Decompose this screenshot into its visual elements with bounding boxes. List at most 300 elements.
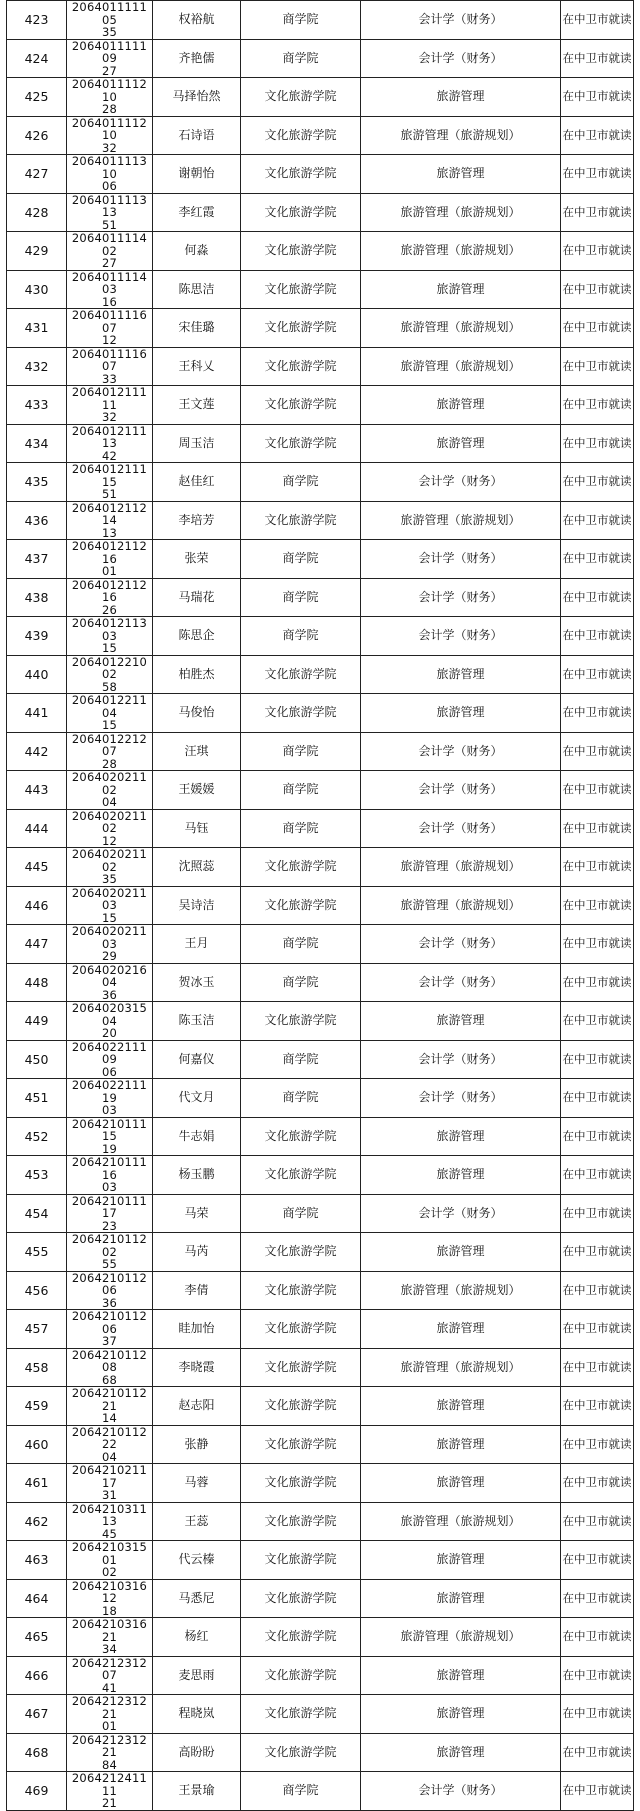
status-cell: 在中卫市就读	[561, 309, 634, 348]
table-row	[7, 809, 634, 848]
exam-id-part-1: 206421021117	[71, 1463, 148, 1490]
exam-id-part-2: 51	[101, 217, 118, 232]
major-cell: 会计学（财务）	[361, 540, 561, 579]
exam-id-cell	[67, 1233, 153, 1272]
student-name-cell: 赵志阳	[153, 1387, 241, 1426]
exam-id-part-1: 206421011206	[71, 1271, 148, 1297]
exam-id-cell	[67, 1348, 153, 1387]
row-number-cell: 450	[7, 1040, 67, 1079]
table-row	[7, 193, 634, 232]
row-number-cell: 426	[7, 116, 67, 155]
table-row	[7, 848, 634, 887]
exam-id-part-1: 206421031113	[71, 1502, 148, 1528]
major-cell: 旅游管理	[361, 155, 561, 194]
status-cell: 在中卫市就读	[561, 1541, 634, 1580]
school-cell: 商学院	[241, 809, 361, 848]
status-cell: 在中卫市就读	[561, 1348, 634, 1387]
exam-id-part-2: 13	[101, 525, 118, 540]
exam-id-cell	[67, 1194, 153, 1233]
exam-id-part-1: 206402021102	[71, 847, 148, 874]
exam-id-cell	[67, 848, 153, 887]
school-cell: 商学院	[241, 771, 361, 810]
school-cell: 文化旅游学院	[241, 1233, 361, 1272]
student-name-cell: 王媛媛	[153, 771, 241, 810]
table-row	[7, 232, 634, 271]
school-cell: 文化旅游学院	[241, 1502, 361, 1541]
status-cell: 在中卫市就读	[561, 116, 634, 155]
student-name-cell: 吴诗洁	[153, 886, 241, 925]
exam-id-cell	[67, 193, 153, 232]
school-cell: 文化旅游学院	[241, 78, 361, 117]
exam-id-part-2: 14	[101, 1411, 118, 1425]
row-number-cell: 442	[7, 732, 67, 771]
status-cell: 在中卫市就读	[561, 1772, 634, 1811]
row-number-cell: 457	[7, 1310, 67, 1349]
exam-id-part-1: 206401111403	[71, 270, 148, 296]
row-number-cell: 437	[7, 540, 67, 579]
exam-id-part-2: 15	[101, 910, 118, 925]
exam-id-cell	[67, 116, 153, 155]
student-name-cell: 代云榛	[153, 1541, 241, 1580]
exam-id-cell	[67, 1695, 153, 1734]
status-cell: 在中卫市就读	[561, 694, 634, 733]
major-cell: 旅游管理（旅游规划）	[361, 193, 561, 232]
school-cell: 文化旅游学院	[241, 1310, 361, 1349]
school-cell: 文化旅游学院	[241, 886, 361, 925]
row-number-cell: 449	[7, 1002, 67, 1041]
exam-id-part-2: 12	[101, 833, 118, 848]
exam-id-part-1: 206401211113	[71, 424, 148, 450]
school-cell: 文化旅游学院	[241, 347, 361, 386]
row-number-cell: 463	[7, 1541, 67, 1580]
row-number-cell: 429	[7, 232, 67, 271]
student-name-cell: 李红霞	[153, 193, 241, 232]
school-cell: 文化旅游学院	[241, 309, 361, 348]
exam-id-part-1: 206402031504	[71, 1001, 148, 1028]
exam-id-part-1: 206401111210	[71, 116, 148, 142]
status-cell: 在中卫市就读	[561, 886, 634, 925]
exam-id-part-1: 206402021102	[71, 770, 148, 797]
exam-id-part-2: 16	[101, 294, 118, 309]
student-name-cell: 马瑞花	[153, 578, 241, 617]
exam-id-part-1: 206421011116	[71, 1155, 148, 1182]
student-name-cell: 马蓉	[153, 1464, 241, 1503]
student-name-cell: 王月	[153, 925, 241, 964]
school-cell: 商学院	[241, 963, 361, 1002]
exam-id-part-1: 206421011206	[71, 1309, 148, 1336]
row-number-cell: 464	[7, 1579, 67, 1618]
exam-id-cell	[67, 1002, 153, 1041]
table-row	[7, 1618, 634, 1657]
table-row	[7, 771, 634, 810]
table-row	[7, 578, 634, 617]
exam-id-cell	[67, 886, 153, 925]
status-cell: 在中卫市就读	[561, 39, 634, 78]
status-cell: 在中卫市就读	[561, 848, 634, 887]
table-row	[7, 39, 634, 78]
student-table	[6, 0, 634, 1811]
exam-id-part-2: 31	[101, 1488, 118, 1502]
status-cell: 在中卫市就读	[561, 1579, 634, 1618]
status-cell: 在中卫市就读	[561, 347, 634, 386]
exam-id-cell	[67, 1656, 153, 1695]
table-row	[7, 963, 634, 1002]
major-cell: 旅游管理	[361, 1425, 561, 1464]
major-cell: 旅游管理（旅游规划）	[361, 848, 561, 887]
school-cell: 文化旅游学院	[241, 232, 361, 271]
status-cell: 在中卫市就读	[561, 78, 634, 117]
school-cell: 文化旅游学院	[241, 116, 361, 155]
major-cell: 会计学（财务）	[361, 1772, 561, 1811]
status-cell: 在中卫市就读	[561, 270, 634, 309]
exam-id-cell	[67, 78, 153, 117]
row-number-cell: 423	[7, 1, 67, 40]
status-cell: 在中卫市就读	[561, 1233, 634, 1272]
status-cell: 在中卫市就读	[561, 463, 634, 502]
exam-id-part-2: 58	[101, 679, 118, 694]
row-number-cell: 459	[7, 1387, 67, 1426]
status-cell: 在中卫市就读	[561, 1040, 634, 1079]
major-cell: 旅游管理	[361, 78, 561, 117]
exam-id-part-1: 206421241111	[71, 1771, 148, 1798]
table-row	[7, 270, 634, 309]
school-cell: 文化旅游学院	[241, 1733, 361, 1772]
student-list-sheet	[6, 0, 633, 1811]
school-cell: 文化旅游学院	[241, 1117, 361, 1156]
exam-id-cell	[67, 347, 153, 386]
school-cell: 文化旅游学院	[241, 1579, 361, 1618]
status-cell: 在中卫市就读	[561, 1733, 634, 1772]
major-cell: 会计学（财务）	[361, 1194, 561, 1233]
row-number-cell: 424	[7, 39, 67, 78]
school-cell: 文化旅游学院	[241, 501, 361, 540]
row-number-cell: 434	[7, 424, 67, 463]
school-cell: 文化旅游学院	[241, 1002, 361, 1041]
exam-id-part-1: 206401111105	[71, 0, 148, 27]
student-name-cell: 马钰	[153, 809, 241, 848]
table-row	[7, 424, 634, 463]
student-name-cell: 谢朝怡	[153, 155, 241, 194]
major-cell: 旅游管理（旅游规划）	[361, 501, 561, 540]
major-cell: 旅游管理	[361, 1387, 561, 1426]
school-cell: 文化旅游学院	[241, 1695, 361, 1734]
table-row	[7, 309, 634, 348]
exam-id-part-1: 206401211214	[71, 501, 148, 527]
school-cell: 文化旅游学院	[241, 193, 361, 232]
status-cell: 在中卫市就读	[561, 1310, 634, 1349]
row-number-cell: 436	[7, 501, 67, 540]
table-row	[7, 655, 634, 694]
exam-id-cell	[67, 540, 153, 579]
major-cell: 旅游管理（旅游规划）	[361, 232, 561, 271]
status-cell: 在中卫市就读	[561, 501, 634, 540]
exam-id-cell	[67, 1117, 153, 1156]
student-name-cell: 马芮	[153, 1233, 241, 1272]
table-row	[7, 1541, 634, 1580]
school-cell: 商学院	[241, 463, 361, 502]
exam-id-cell	[67, 578, 153, 617]
student-name-cell: 代文月	[153, 1079, 241, 1118]
exam-id-part-2: 68	[101, 1372, 118, 1387]
exam-id-part-1: 206421011115	[71, 1117, 148, 1143]
student-name-cell: 宋佳璐	[153, 309, 241, 348]
major-cell: 旅游管理	[361, 1695, 561, 1734]
school-cell: 文化旅游学院	[241, 1348, 361, 1387]
student-name-cell: 柏胜杰	[153, 655, 241, 694]
exam-id-part-2: 35	[101, 25, 118, 39]
major-cell: 会计学（财务）	[361, 925, 561, 964]
exam-id-part-1: 206421231207	[71, 1656, 148, 1682]
status-cell: 在中卫市就读	[561, 155, 634, 194]
status-cell: 在中卫市就读	[561, 925, 634, 964]
table-row	[7, 886, 634, 925]
row-number-cell: 433	[7, 386, 67, 425]
exam-id-cell	[67, 771, 153, 810]
exam-id-cell	[67, 1310, 153, 1349]
school-cell: 商学院	[241, 925, 361, 964]
row-number-cell: 441	[7, 694, 67, 733]
student-name-cell: 何淼	[153, 232, 241, 271]
exam-id-part-2: 35	[101, 872, 118, 886]
exam-id-cell	[67, 1618, 153, 1657]
exam-id-part-1: 206401211111	[71, 385, 148, 412]
exam-id-part-1: 206421011202	[71, 1232, 148, 1259]
major-cell: 旅游管理	[361, 270, 561, 309]
row-number-cell: 469	[7, 1772, 67, 1811]
exam-id-part-2: 04	[101, 1449, 118, 1464]
student-name-cell: 王科乂	[153, 347, 241, 386]
table-row	[7, 1695, 634, 1734]
table-row	[7, 1387, 634, 1426]
exam-id-part-2: 02	[101, 1565, 118, 1579]
school-cell: 商学院	[241, 1772, 361, 1811]
table-row	[7, 463, 634, 502]
school-cell: 商学院	[241, 540, 361, 579]
exam-id-part-1: 206421031612	[71, 1579, 148, 1605]
table-row	[7, 1464, 634, 1503]
exam-id-part-2: 26	[101, 602, 118, 617]
student-name-cell: 程晓岚	[153, 1695, 241, 1734]
school-cell: 文化旅游学院	[241, 1541, 361, 1580]
table-row	[7, 501, 634, 540]
major-cell: 旅游管理	[361, 1733, 561, 1772]
table-row	[7, 1156, 634, 1195]
exam-id-part-2: 04	[101, 795, 118, 809]
major-cell: 旅游管理	[361, 655, 561, 694]
row-number-cell: 462	[7, 1502, 67, 1541]
status-cell: 在中卫市就读	[561, 232, 634, 271]
status-cell: 在中卫市就读	[561, 1695, 634, 1734]
exam-id-part-2: 21	[101, 1796, 118, 1810]
row-number-cell: 458	[7, 1348, 67, 1387]
exam-id-part-2: 32	[101, 410, 118, 424]
row-number-cell: 461	[7, 1464, 67, 1503]
major-cell: 会计学（财务）	[361, 771, 561, 810]
exam-id-part-2: 19	[101, 1141, 118, 1156]
row-number-cell: 427	[7, 155, 67, 194]
exam-id-part-2: 41	[101, 1680, 118, 1695]
table-row	[7, 386, 634, 425]
row-number-cell: 467	[7, 1695, 67, 1734]
row-number-cell: 468	[7, 1733, 67, 1772]
exam-id-part-1: 206401211303	[71, 616, 148, 643]
exam-id-part-2: 12	[101, 333, 118, 347]
major-cell: 会计学（财务）	[361, 809, 561, 848]
table-row	[7, 1079, 634, 1118]
status-cell: 在中卫市就读	[561, 617, 634, 656]
major-cell: 旅游管理	[361, 1117, 561, 1156]
major-cell: 旅游管理（旅游规划）	[361, 116, 561, 155]
exam-id-part-1: 206421011222	[71, 1425, 148, 1451]
exam-id-cell	[67, 1387, 153, 1426]
school-cell: 文化旅游学院	[241, 1271, 361, 1310]
table-row	[7, 1117, 634, 1156]
exam-id-cell	[67, 1579, 153, 1618]
row-number-cell: 454	[7, 1194, 67, 1233]
student-name-cell: 马悉尼	[153, 1579, 241, 1618]
status-cell: 在中卫市就读	[561, 1156, 634, 1195]
status-cell: 在中卫市就读	[561, 424, 634, 463]
school-cell: 文化旅游学院	[241, 848, 361, 887]
major-cell: 会计学（财务）	[361, 1040, 561, 1079]
exam-id-part-1: 206401221104	[71, 693, 148, 720]
exam-id-part-1: 206421011221	[71, 1386, 148, 1413]
status-cell: 在中卫市就读	[561, 193, 634, 232]
student-name-cell: 陈玉洁	[153, 1002, 241, 1041]
row-number-cell: 444	[7, 809, 67, 848]
student-name-cell: 眭加怡	[153, 1310, 241, 1349]
exam-id-part-2: 18	[101, 1603, 118, 1618]
student-name-cell: 王文莲	[153, 386, 241, 425]
exam-id-part-2: 20	[101, 1026, 118, 1040]
row-number-cell: 445	[7, 848, 67, 887]
row-number-cell: 460	[7, 1425, 67, 1464]
major-cell: 旅游管理	[361, 1579, 561, 1618]
student-name-cell: 何嘉仪	[153, 1040, 241, 1079]
exam-id-part-1: 206401211216	[71, 539, 148, 566]
table-row	[7, 1425, 634, 1464]
school-cell: 文化旅游学院	[241, 1464, 361, 1503]
exam-id-part-1: 206402021103	[71, 924, 148, 951]
exam-id-part-2: 32	[101, 140, 118, 155]
table-row	[7, 925, 634, 964]
status-cell: 在中卫市就读	[561, 386, 634, 425]
exam-id-cell	[67, 694, 153, 733]
student-name-cell: 赵佳红	[153, 463, 241, 502]
exam-id-part-1: 206401211115	[71, 462, 148, 489]
table-row	[7, 540, 634, 579]
status-cell: 在中卫市就读	[561, 963, 634, 1002]
school-cell: 文化旅游学院	[241, 1425, 361, 1464]
row-number-cell: 465	[7, 1618, 67, 1657]
student-name-cell: 杨红	[153, 1618, 241, 1657]
row-number-cell: 430	[7, 270, 67, 309]
table-row	[7, 1194, 634, 1233]
exam-id-part-2: 37	[101, 1334, 118, 1348]
student-name-cell: 周玉洁	[153, 424, 241, 463]
exam-id-cell	[67, 925, 153, 964]
student-name-cell: 张荣	[153, 540, 241, 579]
status-cell: 在中卫市就读	[561, 1502, 634, 1541]
exam-id-part-1: 206402211119	[71, 1078, 148, 1105]
student-name-cell: 陈思洁	[153, 270, 241, 309]
table-row	[7, 617, 634, 656]
status-cell: 在中卫市就读	[561, 1464, 634, 1503]
exam-id-part-2: 36	[101, 1295, 118, 1310]
school-cell: 商学院	[241, 1, 361, 40]
exam-id-part-2: 01	[101, 564, 118, 578]
row-number-cell: 447	[7, 925, 67, 964]
exam-id-part-1: 206401111607	[71, 308, 148, 335]
exam-id-cell	[67, 1464, 153, 1503]
exam-id-part-1: 206401111607	[71, 347, 148, 373]
exam-id-cell	[67, 1, 153, 40]
school-cell: 文化旅游学院	[241, 1618, 361, 1657]
major-cell: 旅游管理（旅游规划）	[361, 1502, 561, 1541]
major-cell: 会计学（财务）	[361, 1079, 561, 1118]
status-cell: 在中卫市就读	[561, 809, 634, 848]
status-cell: 在中卫市就读	[561, 732, 634, 771]
exam-id-cell	[67, 309, 153, 348]
major-cell: 旅游管理（旅游规划）	[361, 347, 561, 386]
status-cell: 在中卫市就读	[561, 1117, 634, 1156]
row-number-cell: 428	[7, 193, 67, 232]
student-name-cell: 马荣	[153, 1194, 241, 1233]
school-cell: 文化旅游学院	[241, 155, 361, 194]
school-cell: 文化旅游学院	[241, 386, 361, 425]
exam-id-part-2: 27	[101, 256, 118, 270]
student-name-cell: 李培芳	[153, 501, 241, 540]
major-cell: 旅游管理（旅游规划）	[361, 1271, 561, 1310]
school-cell: 商学院	[241, 1040, 361, 1079]
exam-id-cell	[67, 655, 153, 694]
status-cell: 在中卫市就读	[561, 1271, 634, 1310]
exam-id-cell	[67, 1772, 153, 1811]
table-row	[7, 694, 634, 733]
exam-id-cell	[67, 1425, 153, 1464]
row-number-cell: 446	[7, 886, 67, 925]
row-number-cell: 453	[7, 1156, 67, 1195]
row-number-cell: 440	[7, 655, 67, 694]
status-cell: 在中卫市就读	[561, 771, 634, 810]
exam-id-cell	[67, 39, 153, 78]
status-cell: 在中卫市就读	[561, 1079, 634, 1118]
table-row	[7, 1271, 634, 1310]
exam-id-cell	[67, 732, 153, 771]
row-number-cell: 435	[7, 463, 67, 502]
status-cell: 在中卫市就读	[561, 1194, 634, 1233]
exam-id-part-1: 206401111402	[71, 231, 148, 258]
row-number-cell: 466	[7, 1656, 67, 1695]
table-row	[7, 78, 634, 117]
status-cell: 在中卫市就读	[561, 578, 634, 617]
row-number-cell: 425	[7, 78, 67, 117]
exam-id-part-2: 42	[101, 448, 118, 463]
major-cell: 旅游管理	[361, 1233, 561, 1272]
exam-id-part-1: 206401111210	[71, 77, 148, 104]
row-number-cell: 438	[7, 578, 67, 617]
student-name-cell: 陈思企	[153, 617, 241, 656]
exam-id-part-1: 206421011208	[71, 1348, 148, 1374]
table-row	[7, 1, 634, 40]
school-cell: 商学院	[241, 578, 361, 617]
status-cell: 在中卫市就读	[561, 1618, 634, 1657]
exam-id-cell	[67, 1541, 153, 1580]
student-name-cell: 高盼盼	[153, 1733, 241, 1772]
school-cell: 商学院	[241, 39, 361, 78]
exam-id-part-1: 206402021604	[71, 963, 148, 989]
exam-id-part-1: 206401111313	[71, 193, 148, 219]
